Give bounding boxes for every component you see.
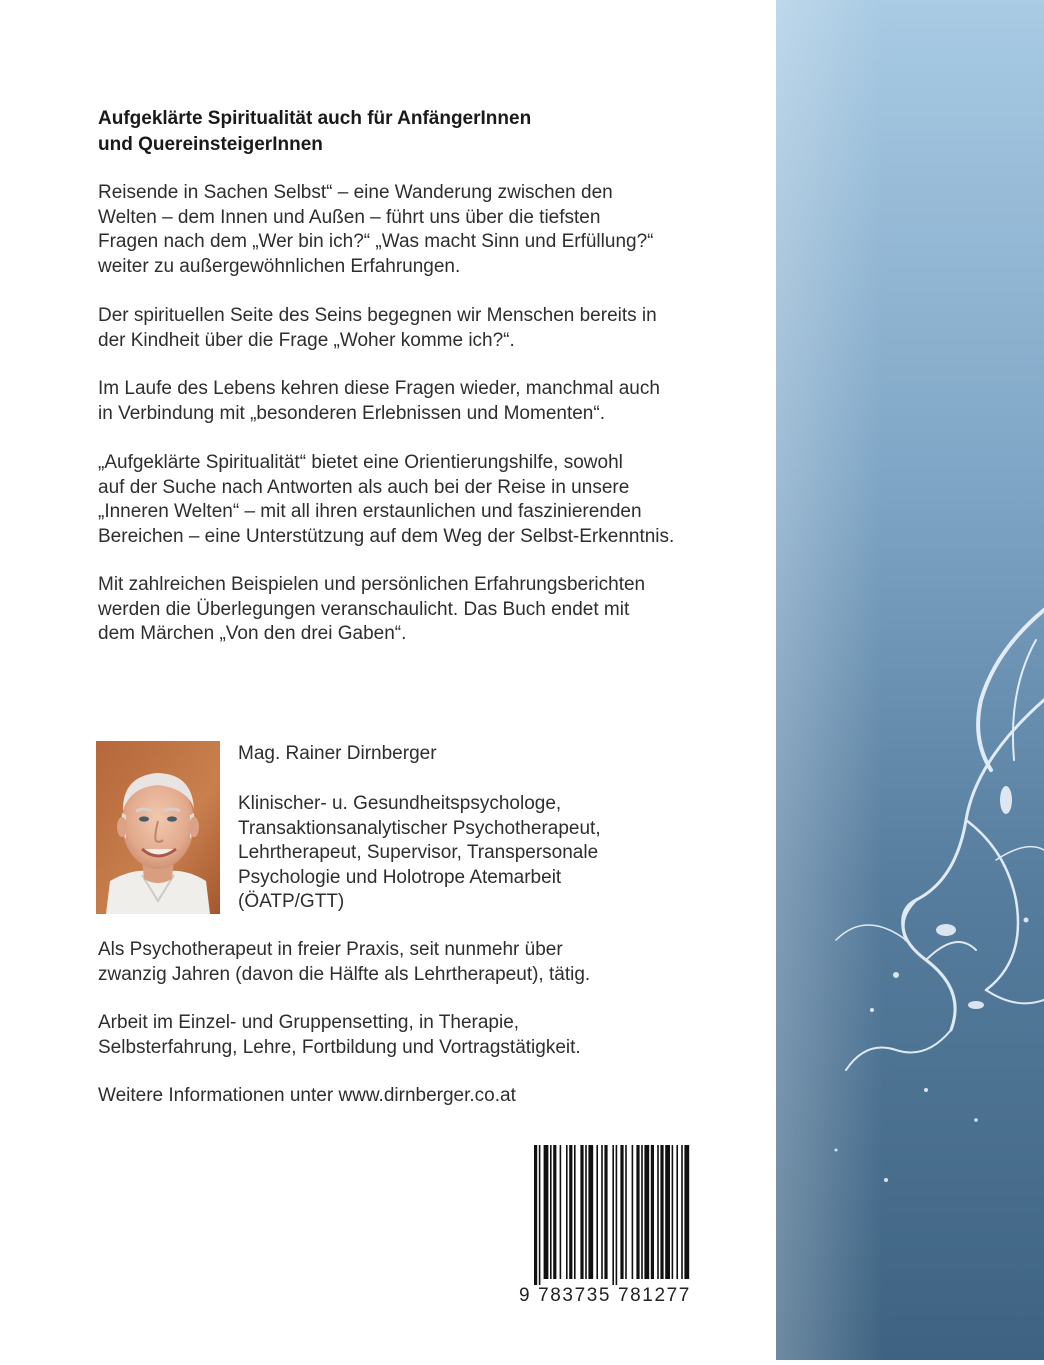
barcode-bar [601, 1145, 603, 1279]
blurb-paragraph-5 [98, 573, 738, 647]
text-line: Transaktionsanalytischer Psychotherapeut, [238, 817, 601, 839]
text-line: Fragen nach dem „Wer bin ich?“ „Was macht Sinn und Erfüllung?“ [98, 231, 654, 252]
text-line: Arbeit im Einzel- und Gruppensetting, in Therapie, [98, 1012, 520, 1033]
barcode-bar [625, 1145, 627, 1279]
text-line: Psychologie und Holotrope Atemarbeit [238, 866, 562, 888]
barcode-bar [569, 1145, 572, 1279]
barcode-bar [553, 1145, 556, 1279]
barcode-bar [641, 1145, 643, 1279]
text-line: Klinischer- u. Gesundheitspsychologe, [238, 793, 562, 814]
bio-paragraph-2 [98, 1011, 738, 1060]
barcode-bar [544, 1145, 549, 1279]
barcode-bar [644, 1145, 649, 1279]
blurb-paragraph-4 [98, 451, 738, 549]
barcode-bar [534, 1145, 537, 1287]
barcode-bar [580, 1145, 583, 1279]
barcode-bar [651, 1145, 654, 1279]
text-line: „Inneren Welten“ – mit all ihren erstaunlichen und faszinierenden [98, 501, 642, 522]
barcode-bar [588, 1145, 593, 1279]
text-line: Der spirituellen Seite des Seins begegnen wir Menschen bereits in [98, 305, 657, 326]
barcode-bar [620, 1145, 623, 1279]
author-photo [96, 741, 220, 914]
barcode-bar [684, 1145, 689, 1279]
text-line: Lehrtherapeut, Supervisor, Transpersonale [238, 842, 599, 863]
text-line: Mit zahlreichen Beispielen und persönlichen Erfahrungsberichten [98, 574, 646, 595]
text-line: werden die Überlegungen veranschaulicht. Das Buch endet mit [98, 598, 630, 620]
blurb-paragraph-1 [98, 181, 738, 279]
barcode-bar [604, 1145, 607, 1279]
heading-line-2: und QuereinsteigerInnen [98, 134, 323, 155]
text-line: Selbsterfahrung, Lehre, Fortbildung und Vortragstätigkeit. [98, 1036, 581, 1058]
author-name: Mag. Rainer Dirnberger [238, 743, 437, 764]
bio-paragraph-3 [98, 1084, 738, 1109]
barcode-bar [560, 1145, 562, 1279]
barcode-bars [512, 1137, 698, 1287]
isbn-digits: 9 783735 781277 [512, 1285, 698, 1307]
barcode-bar [574, 1145, 576, 1279]
barcode-bar [539, 1145, 541, 1287]
text-line: dem Märchen „Von den drei Gaben“. [98, 623, 407, 644]
isbn-barcode [512, 1137, 698, 1309]
text-line: in Verbindung mit „besonderen Erlebnissen und Momenten“. [98, 402, 605, 424]
website-line: Weitere Informationen unter www.dirnberger.co.at [98, 1085, 516, 1106]
text-line: Reisende in Sachen Selbst“ – eine Wanderung zwischen den [98, 182, 613, 203]
text-line: „Aufgeklärte Spiritualität“ bietet eine Orientierungshilfe, sowohl [98, 452, 623, 473]
barcode-bar [566, 1145, 568, 1279]
blurb-paragraph-3 [98, 377, 738, 426]
barcode-bar [657, 1145, 659, 1279]
barcode-bar [665, 1145, 670, 1279]
back-cover-heading [98, 106, 718, 158]
author-credentials [238, 792, 698, 915]
text-line: Als Psychotherapeut in freier Praxis, seit nunmehr über [98, 939, 563, 960]
text-line: der Kindheit über die Frage „Woher komme ich?“. [98, 329, 515, 351]
bio-paragraph-1 [98, 938, 738, 987]
text-line: (ÖATP/GTT) [238, 891, 345, 912]
water-splash-image [776, 0, 1044, 1360]
barcode-bar [585, 1145, 587, 1279]
heading-line-1: Aufgeklärte Spiritualität auch für AnfängerInnen [98, 108, 532, 129]
barcode-bar [676, 1145, 678, 1279]
barcode-bar [596, 1145, 598, 1279]
text-line: auf der Suche nach Antworten als auch bei der Reise in unsere [98, 476, 630, 498]
barcode-bar [616, 1145, 618, 1287]
text-line: Im Laufe des Lebens kehren diese Fragen wieder, manchmal auch [98, 378, 660, 399]
text-line: weiter zu außergewöhnlichen Erfahrungen. [98, 255, 461, 277]
blurb-paragraph-2 [98, 304, 738, 353]
barcode-bar [672, 1145, 674, 1279]
barcode-bar [632, 1145, 634, 1279]
barcode-bar [681, 1145, 683, 1279]
barcode-bar [612, 1145, 614, 1287]
text-line: Bereichen – eine Unterstützung auf dem Weg der Selbst-Erkenntnis. [98, 525, 675, 547]
text-line: zwanzig Jahren (davon die Hälfte als Lehrtherapeut), tätig. [98, 963, 591, 985]
barcode-bar [550, 1145, 552, 1279]
barcode-bar [660, 1145, 663, 1279]
barcode-bar [636, 1145, 639, 1279]
text-line: Welten – dem Innen und Außen – führt uns über die tiefsten [98, 206, 601, 228]
